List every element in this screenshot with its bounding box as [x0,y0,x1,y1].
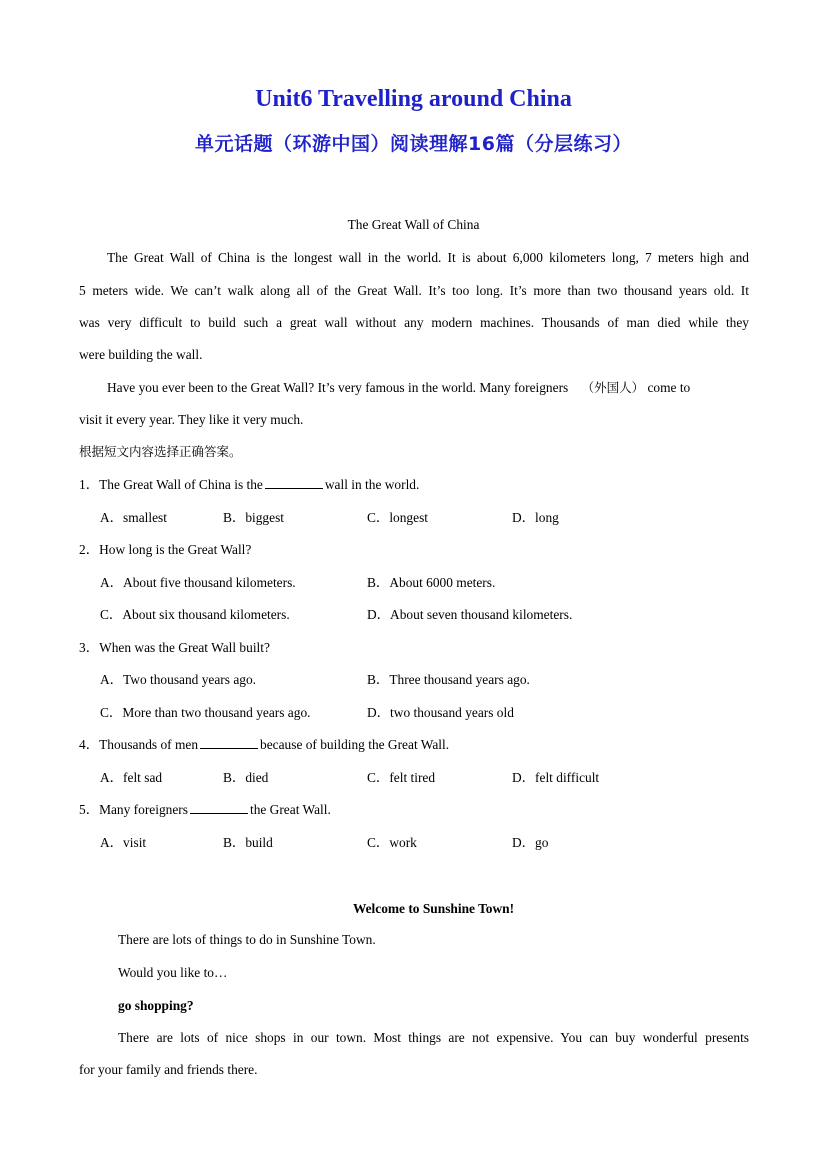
passage2-para-line-1: There are lots of nice shops in our town. Most things are not expensive. You can buy wonderful presents [118,1030,749,1045]
passage1-title: The Great Wall of China [347,217,480,232]
q4-option-a[interactable]: A．felt sad [100,770,163,785]
passage2-title: Welcome to Sunshine Town! [352,901,515,916]
q5-option-a[interactable]: A．visit [100,835,147,850]
question-5 [79,801,331,819]
p2-text-before: Have you ever been to the Great Wall? It’s very famous in the world. Many foreigners [107,380,569,395]
passage1-line-4: were building the wall. [79,347,203,362]
instruction: 根据短文内容选择正确答案。 [79,444,242,459]
q5-option-c[interactable]: C．work [367,835,417,850]
p2-text-after: come to [647,380,691,395]
question-1-stem-before: 1．The Great Wall of China is the [79,477,263,492]
q1-option-a[interactable]: A．smallest [100,510,167,525]
answer-blank[interactable] [190,801,248,814]
passage1-line-1: The Great Wall of China is the longest wall in the world. It is about 6,000 kilometers long, 7 meters high and [107,250,749,265]
question-5-stem-after: the Great Wall. [249,802,331,817]
q5-option-d[interactable]: D．go [512,835,549,850]
passage2-para-line-2: for your family and friends there. [79,1062,258,1077]
question-4 [79,736,449,754]
q2-option-c[interactable]: C．About six thousand kilometers. [100,607,290,622]
q3-option-b[interactable]: B．Three thousand years ago. [367,672,530,687]
question-3: 3．When was the Great Wall built? [79,640,270,655]
question-1 [79,476,419,494]
passage2-line-2: Would you like to… [118,965,228,980]
q2-option-a[interactable]: A．About five thousand kilometers. [100,575,296,590]
q5-option-b[interactable]: B．build [223,835,273,850]
passage2-heading: go shopping? [118,998,194,1013]
p2-cjk-note: （外国人） [581,380,645,395]
passage1-line-3: was very difficult to build such a great wall without any modern machines. Thousands of man died while they [79,315,749,330]
answer-blank[interactable] [200,736,258,749]
question-4-stem-after: because of building the Great Wall. [260,737,450,752]
page-subtitle: 单元话题（环游中国）阅读理解16篇（分层练习） [195,133,632,155]
q3-option-c[interactable]: C．More than two thousand years ago. [100,705,311,720]
passage1-p2-line-2: visit it every year. They like it very much. [79,412,304,427]
q1-option-d[interactable]: D．long [512,510,559,525]
q1-option-c[interactable]: C．longest [367,510,429,525]
q1-option-b[interactable]: B．biggest [223,510,285,525]
page-title: Unit6 Travelling around China [255,86,572,112]
q3-option-d[interactable]: D．two thousand years old [367,705,514,720]
q4-option-c[interactable]: C．felt tired [367,770,436,785]
passage1-p2-line-1 [107,379,749,397]
question-5-stem-before: 5．Many foreigners [79,802,188,817]
question-2: 2．How long is the Great Wall? [79,542,252,557]
answer-blank[interactable] [265,476,323,489]
passage2-line-1: There are lots of things to do in Sunshine Town. [118,932,376,947]
q4-option-b[interactable]: B．died [223,770,269,785]
q2-option-d[interactable]: D．About seven thousand kilometers. [367,607,573,622]
question-1-stem-after: wall in the world. [324,477,420,492]
q4-option-d[interactable]: D．felt difficult [512,770,600,785]
q3-option-a[interactable]: A．Two thousand years ago. [100,672,256,687]
q2-option-b[interactable]: B．About 6000 meters. [367,575,496,590]
passage1-line-2: 5 meters wide. We can’t walk along all of the Great Wall. It’s too long. It’s more than two thousand years old. It [79,283,749,298]
question-4-stem-before: 4．Thousands of men [79,737,199,752]
